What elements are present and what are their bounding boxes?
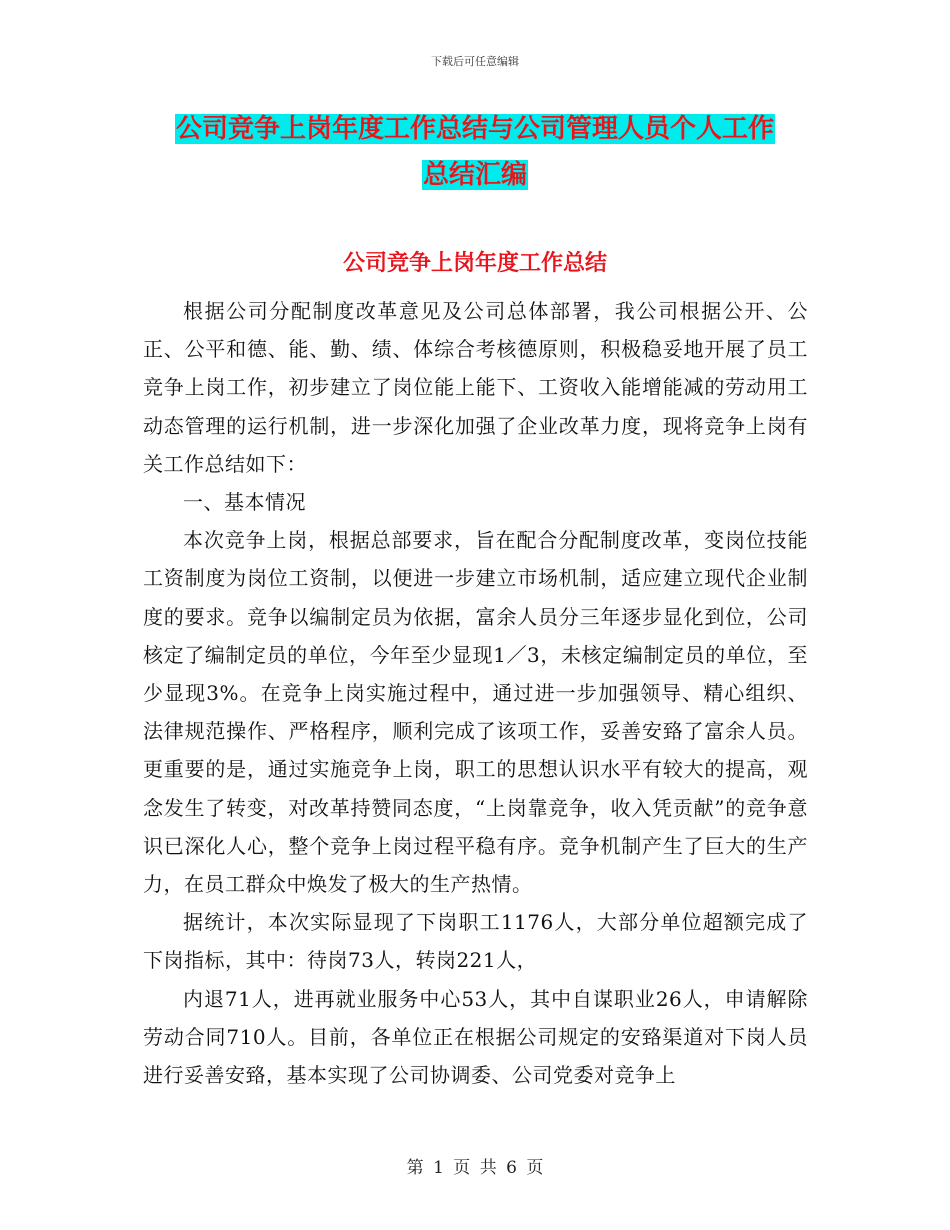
paragraph-intro: 根据公司分配制度改革意见及公司总体部署，我公司根据公开、公正、公平和德、能、勤、绩、体综合考核德原则，积极稳妥地开展了员工竞争上岗工作，初步建立了岗位能上能下、工资收入能增能减的劳动用工动态管理的运行机制，进一步深化加强了企业改革力度，现将竞争上岗有关工作总结如下： (143, 299, 808, 476)
title-highlight-1: 公司竞争上岗年度工作总结与公司管理人员个人工作 (175, 114, 774, 144)
paragraph-heading-basic-situation: 一、基本情况 (183, 490, 306, 515)
header-note: 下载后可任意编辑 (431, 55, 519, 68)
paragraph-statistics: 据统计，本次实际显现了下岗职工1176人，大部分单位超额完成了下岗指标，其中：待岗73人，转岗221人， (143, 910, 808, 973)
document-title-line-2 (0, 157, 950, 193)
document-title-line-1 (0, 111, 950, 147)
page-footer: 第 1 页 共 6 页 (406, 1158, 544, 1178)
paragraph-statistics-continued: 内退71人，进再就业服务中心53人，其中自谋职业26人，申请解除劳动合同710人。目前，各单位正在根据公司规定的安臵渠道对下岗人员进行妥善安臵，基本实现了公司协调委、公司党委对竞争上 (143, 986, 808, 1088)
document-body (143, 292, 808, 1094)
paragraph-competition-details: 本次竞争上岗，根据总部要求，旨在配合分配制度改革，变岗位技能工资制度为岗位工资制，以便进一步建立市场机制，适应建立现代企业制度的要求。竞争以编制定员为依据，富余人员分三年逐步显化到位，公司核定了编制定员的单位，今年至少显现1／3，未核定编制定员的单位，至少显现3%。在竞争上岗实施过程中，通过进一步加强领导、精心组织、法律规范操作、严格程序，顺利完成了该项工作，妥善安臵了富余人员。更重要的是，通过实施竞争上岗，职工的思想认识水平有较大的提高，观念发生了转变，对改革持赞同态度，“上岗靠竞争，收入凭贡献”的竞争意识已深化人心，整个竞争上岗过程平稳有序。竞争机制产生了巨大的生产力，在员工群众中焕发了极大的生产热情。 (143, 528, 808, 897)
section-title: 公司竞争上岗年度工作总结 (342, 251, 607, 276)
title-highlight-2: 总结汇编 (422, 160, 527, 190)
